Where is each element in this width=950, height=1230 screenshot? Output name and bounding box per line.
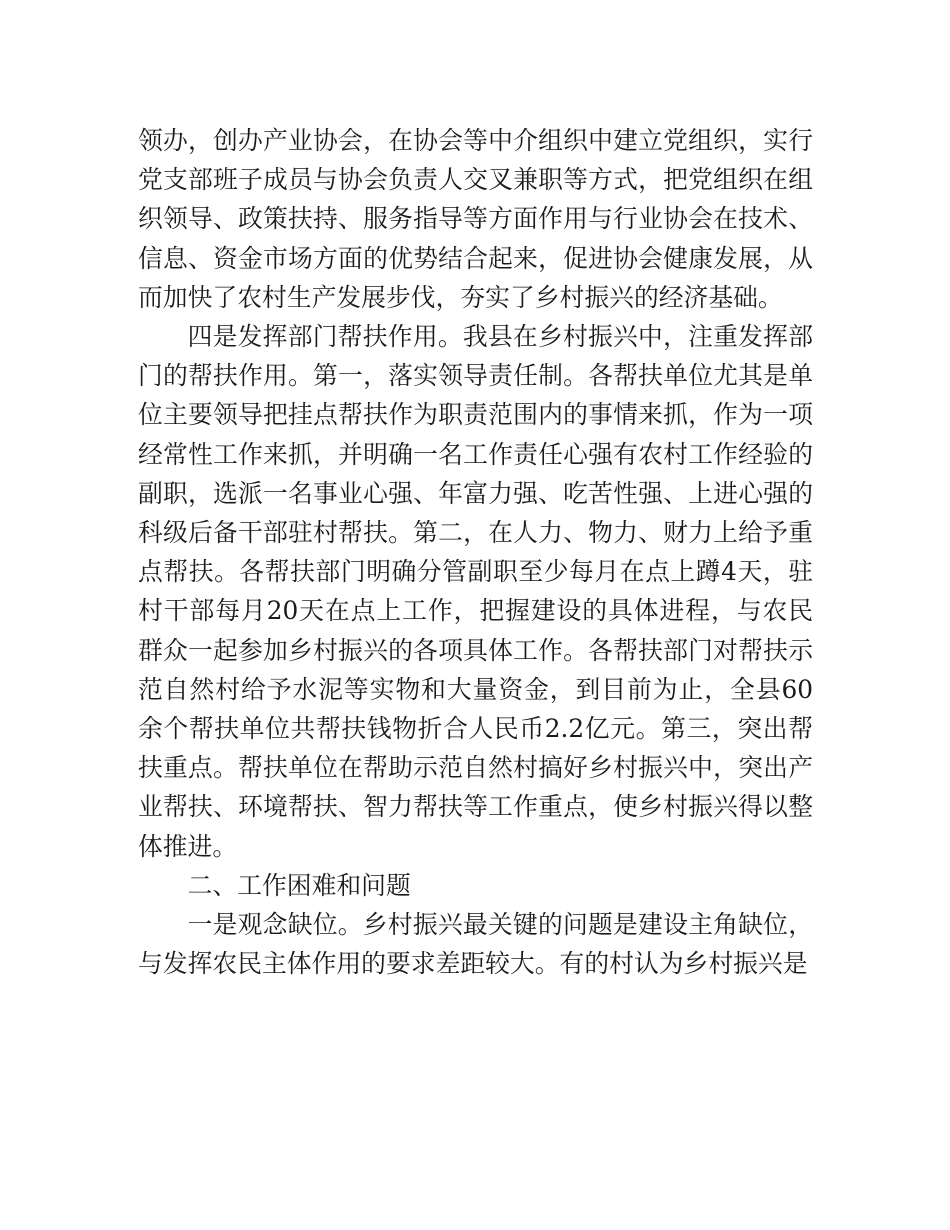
section-heading-difficulties: 二、工作困难和问题 bbox=[187, 870, 411, 900]
paragraph-department-assistance: 四是发挥部门帮扶作用。我县在乡村振兴中，注重发挥部门的帮扶作用。第一，落实领导责任制。各帮扶单位尤其是单位主要领导把挂点帮扶作为职责范围内的事情来抓，作为一项经常性工作来抓，并明确一名工作责任心强有农村工作经验的副职，选派一名事业心强、年富力强、吃苦性强、上进心强的科级后备干部驻村帮扶。第二，在人力、物力、财力上给予重点帮扶。各帮扶部门明确分管副职至少每月在点上蹲4天，驻村干部每月20天在点上工作，把握建设的具体进程，与农民群众一起参加乡村振兴的各项具体工作。各帮扶部门对帮扶示范自然村给予水泥等实物和大量资金，到目前为止，全县60余个帮扶单位共帮扶钱物折合人民币2.2亿元。第三，突出帮扶重点。帮扶单位在帮助示范自然村搞好乡村振兴中，突出产业帮扶、环境帮扶、智力帮扶等工作重点，使乡村振兴得以整体推进。 bbox=[138, 322, 813, 861]
paragraph-concept-absence: 一是观念缺位。乡村振兴最关键的问题是建设主角缺位，与发挥农民主体作用的要求差距较大。有的村认为乡村振兴是 bbox=[138, 910, 813, 979]
paragraph-industry-associations: 领办，创办产业协会，在协会等中介组织中建立党组织，实行党支部班子成员与协会负责人交叉兼职等方式，把党组织在组织领导、政策扶持、服务指导等方面作用与行业协会在技术、信息、资金市场方面的优势结合起来，促进协会健康发展，从而加快了农村生产发展步伐，夯实了乡村振兴的经济基础。 bbox=[138, 126, 813, 312]
document-page bbox=[138, 121, 813, 983]
